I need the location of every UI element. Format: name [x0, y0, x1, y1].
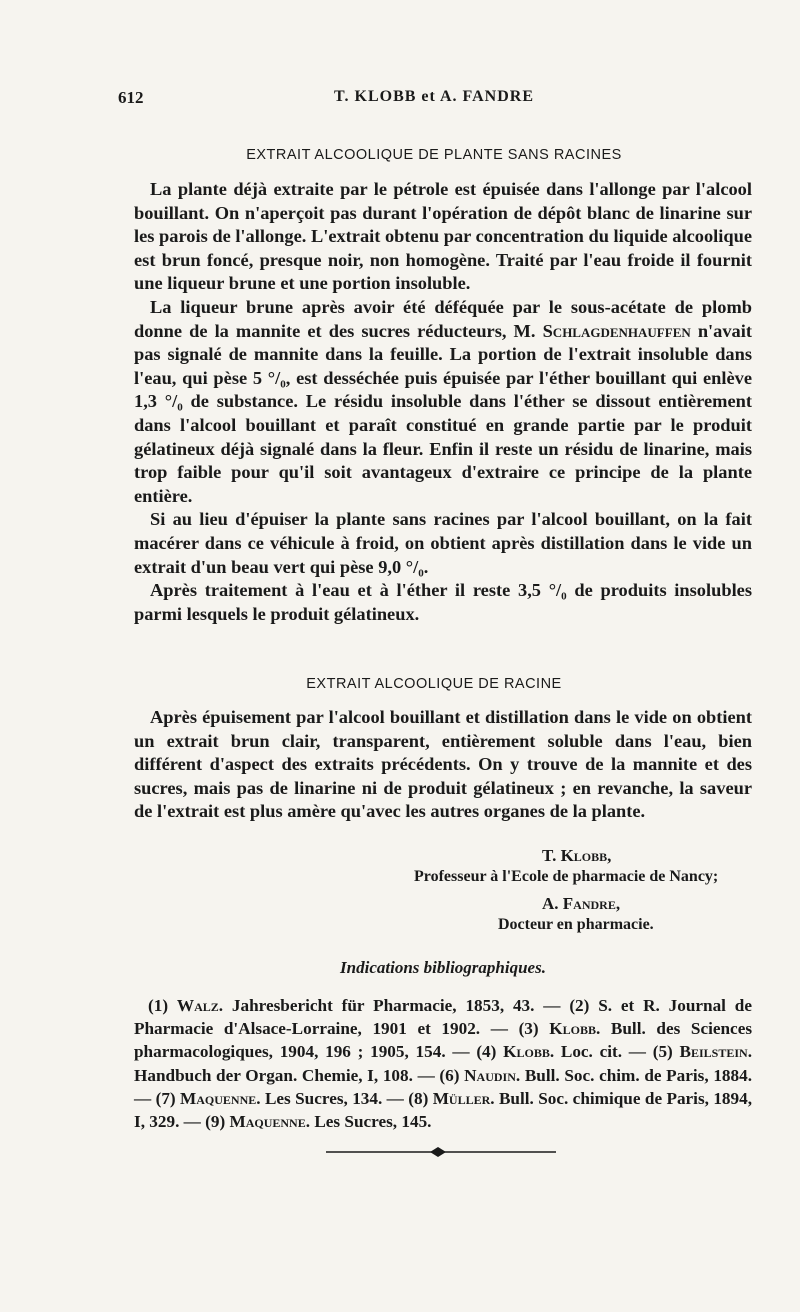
- page-number: 612: [118, 88, 144, 107]
- paragraph: Après épuisement par l'alcool bouillant et distillation dans le vide on obtient un extrait brun clair, transparent, entièrement soluble dans l'eau, bien différent d'aspect des extraits précédents. On y trouve de la mannite et des sucres, mais pas de linarine ni de produit gélatineux ; en revanche, la saveur de l'extrait est plus amère qu'avec les autres organes de la plante.: [134, 707, 752, 822]
- reference: (3) Klobb. Bull. des Sciences pharmacologiques, 1904, 196 ; 1905, 154. —: [134, 1019, 753, 1062]
- author-signature: A. Fandre,: [542, 894, 621, 913]
- paragraph: Après traitement à l'eau et à l'éther il reste 3,5 °/₀ de produits insolubles parmi lesquels le produit gélatineux.: [134, 580, 752, 624]
- section-body-root: [134, 706, 752, 824]
- reference: (4) Klobb. Loc. cit. —: [476, 1042, 653, 1062]
- author-affiliation: Docteur en pharmacie.: [498, 916, 654, 933]
- section-body-plant: [134, 178, 752, 626]
- reference: (9) Maquenne. Les Sucres, 145.: [205, 1112, 432, 1132]
- reference: (8) Müller. Bull. Soc. chimique de Paris, 1894, I, 329. —: [134, 1088, 753, 1132]
- bibliography-title: Indications bibliographiques.: [340, 958, 546, 977]
- paragraph: La liqueur brune après avoir été déféquée par le sous-acétate de plomb donne de la mannite et des sucres réducteurs, M. Schlagdenhauffen n'avait pas signalé de mannite dans la feuille. La portion de l'extrait insoluble dans l'eau, qui pèse 5 °/₀, est desséchée puis épuisée par l'éther bouillant qui enlève 1,3 °/₀ de substance. Le résidu insoluble dans l'éther se dissout entièrement dans l'alcool bouillant et paraît constitué en grande partie par le produit gélatineux déjà signalé dans la fleur. Enfin il reste un résidu de linarine, mais trop faible pour qu'il soit avantageux d'extraire ce principe de la plante entière.: [134, 296, 752, 506]
- running-head: [118, 88, 750, 112]
- header-authors: T. KLOBB et A. FANDRE: [334, 88, 534, 105]
- reference: (7) Maquenne. Les Sucres, 134. —: [155, 1088, 409, 1108]
- bibliography: [134, 994, 752, 1133]
- section-heading-plant: EXTRAIT ALCOOLIQUE DE PLANTE SANS RACINES: [246, 147, 622, 163]
- signature-block: [134, 846, 752, 936]
- reference-list: [134, 994, 752, 1133]
- reference: (1) Walz. Jahresbericht für Pharmacie, 1853, 43. —: [148, 996, 570, 1015]
- diamond-ornament-icon: [430, 1147, 446, 1157]
- reference: (6) Naudin. Bull. Soc. chim. de Paris, 1884. —: [134, 1065, 752, 1108]
- author-signature: T. Klobb,: [542, 846, 612, 865]
- reference: (2) S. et R. Journal de Pharmacie d'Alsace-Lorraine, 1901 et 1902. —: [134, 996, 752, 1039]
- author-affiliation: Professeur à l'Ecole de pharmacie de Nancy;: [414, 868, 719, 885]
- section-heading-root: EXTRAIT ALCOOLIQUE DE RACINE: [306, 676, 562, 692]
- author-name: Schlagdenhauffen: [542, 320, 691, 341]
- paragraph: La plante déjà extraite par le pétrole est épuisée dans l'allonge par l'alcool bouillant. On n'aperçoit pas durant l'opération de dépôt blanc de linarine sur les parois de l'allonge. L'extrait obtenu par concentration du liquide alcoolique est brun foncé, presque noir, non homogène. Traité par l'eau froide il fournit une liqueur brune et une portion insoluble.: [134, 179, 752, 294]
- end-ornament: [326, 1146, 556, 1158]
- paragraph: Si au lieu d'épuiser la plante sans racines par l'alcool bouillant, on la fait macérer dans ce véhicule à froid, on obtient après distillation dans le vide un extrait d'un beau vert qui pèse 9,0 °/₀.: [134, 509, 752, 577]
- reference: (5) Beilstein. Handbuch der Organ. Chemie, I, 108. —: [134, 1042, 752, 1085]
